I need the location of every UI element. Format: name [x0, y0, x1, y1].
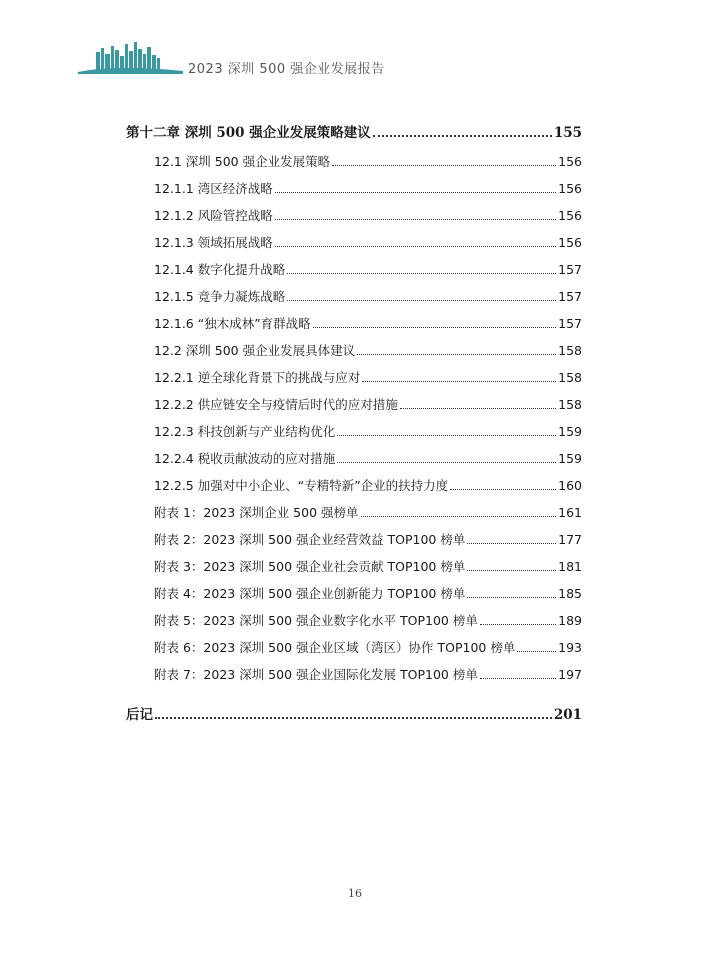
toc-entry[interactable] [126, 202, 582, 229]
toc-label: 附表 4：2023 深圳 500 强企业创新能力 TOP100 榜单 [154, 586, 466, 601]
toc-page: 158 [558, 370, 582, 385]
toc-label: 12.2.4 税收贡献波动的应对措施 [154, 451, 336, 466]
dot-leader [361, 516, 557, 517]
toc-entry[interactable] [126, 661, 582, 688]
toc-entry[interactable] [126, 607, 582, 634]
toc-label: 12.1.1 湾区经济战略 [154, 181, 273, 196]
toc-label: 12.2.3 科技创新与产业结构优化 [154, 424, 336, 439]
toc-entry[interactable] [126, 310, 582, 337]
toc-label: 附表 6：2023 深圳 500 强企业区域（湾区）协作 TOP100 榜单 [154, 640, 516, 655]
dot-leader [287, 273, 556, 274]
toc-label: 附表 7：2023 深圳 500 强企业国际化发展 TOP100 榜单 [154, 667, 478, 682]
toc-entry[interactable] [126, 499, 582, 526]
toc-label: 12.1.4 数字化提升战略 [154, 262, 286, 277]
toc-entry[interactable] [126, 580, 582, 607]
toc-page: 193 [558, 640, 582, 655]
dot-leader [332, 165, 556, 166]
page-header [78, 40, 418, 77]
toc-items [126, 148, 582, 688]
toc-entry[interactable] [126, 337, 582, 364]
toc-page: 185 [558, 586, 582, 601]
toc-label: 附表 2：2023 深圳 500 强企业经营效益 TOP100 榜单 [154, 532, 466, 547]
dot-leader [337, 435, 556, 436]
toc-label: 后记 [126, 707, 153, 723]
toc-page: 197 [558, 667, 582, 682]
toc-entry[interactable] [126, 526, 582, 553]
toc-entry[interactable] [126, 472, 582, 499]
dot-leader [467, 597, 556, 598]
toc-entry[interactable] [126, 445, 582, 472]
toc-page: 155 [553, 125, 582, 141]
toc-entry[interactable] [126, 391, 582, 418]
toc-page: 156 [558, 181, 582, 196]
toc-entry[interactable] [126, 148, 582, 175]
dot-leader [373, 135, 552, 137]
dot-leader [357, 354, 556, 355]
table-of-contents [126, 118, 582, 730]
dot-leader [275, 192, 556, 193]
toc-page: 159 [558, 424, 582, 439]
toc-entry[interactable] [126, 418, 582, 445]
toc-page: 177 [558, 532, 582, 547]
report-title: 2023 深圳 500 强企业发展报告 [188, 62, 385, 77]
dot-leader [362, 381, 556, 382]
toc-page: 160 [558, 478, 582, 493]
skyline-logo-icon [78, 40, 188, 74]
toc-label: 附表 5：2023 深圳 500 强企业数字化水平 TOP100 榜单 [154, 613, 478, 628]
dot-leader [337, 462, 556, 463]
dot-leader [467, 570, 556, 571]
toc-label: 12.1.5 竞争力凝炼战略 [154, 289, 286, 304]
toc-label: 12.2.2 供应链安全与疫情后时代的应对措施 [154, 397, 398, 412]
toc-label: 12.1.2 风险管控战略 [154, 208, 273, 223]
toc-page: 159 [558, 451, 582, 466]
toc-label: 12.2.5 加强对中小企业、“专精特新”企业的扶持力度 [154, 478, 449, 493]
page-number: 16 [348, 887, 362, 900]
toc-page: 189 [558, 613, 582, 628]
toc-label: 12.1.3 领域拓展战略 [154, 235, 273, 250]
toc-label: 附表 1：2023 深圳企业 500 强榜单 [154, 505, 359, 520]
dot-leader [400, 408, 556, 409]
toc-page: 161 [558, 505, 582, 520]
dot-leader [275, 219, 556, 220]
dot-leader [517, 651, 556, 652]
toc-page: 158 [558, 397, 582, 412]
dot-leader [275, 246, 556, 247]
dot-leader [480, 678, 556, 679]
toc-entry[interactable] [126, 256, 582, 283]
toc-entry[interactable] [126, 364, 582, 391]
dot-leader [313, 327, 556, 328]
toc-page: 156 [558, 154, 582, 169]
toc-page: 158 [558, 343, 582, 358]
toc-page: 157 [558, 262, 582, 277]
toc-page: 157 [558, 316, 582, 331]
toc-afterword[interactable] [126, 700, 582, 730]
toc-entry[interactable] [126, 283, 582, 310]
dot-leader [480, 624, 556, 625]
dot-leader [155, 717, 552, 719]
dot-leader [450, 489, 556, 490]
toc-label: 12.1 深圳 500 强企业发展策略 [154, 154, 331, 169]
dot-leader [467, 543, 556, 544]
toc-page: 181 [558, 559, 582, 574]
toc-page: 156 [558, 208, 582, 223]
toc-page: 157 [558, 289, 582, 304]
toc-chapter-12[interactable] [126, 118, 582, 148]
toc-page: 156 [558, 235, 582, 250]
toc-entry[interactable] [126, 634, 582, 661]
toc-label: 附表 3：2023 深圳 500 强企业社会贡献 TOP100 榜单 [154, 559, 466, 574]
toc-entry[interactable] [126, 229, 582, 256]
toc-entry[interactable] [126, 553, 582, 580]
toc-label: 12.2 深圳 500 强企业发展具体建议 [154, 343, 356, 358]
dot-leader [287, 300, 556, 301]
toc-label: 第十二章 深圳 500 强企业发展策略建议 [126, 125, 371, 141]
toc-label: 12.1.6 “独木成林”育群战略 [154, 316, 311, 331]
toc-page: 201 [553, 707, 582, 723]
toc-label: 12.2.1 逆全球化背景下的挑战与应对 [154, 370, 361, 385]
toc-entry[interactable] [126, 175, 582, 202]
